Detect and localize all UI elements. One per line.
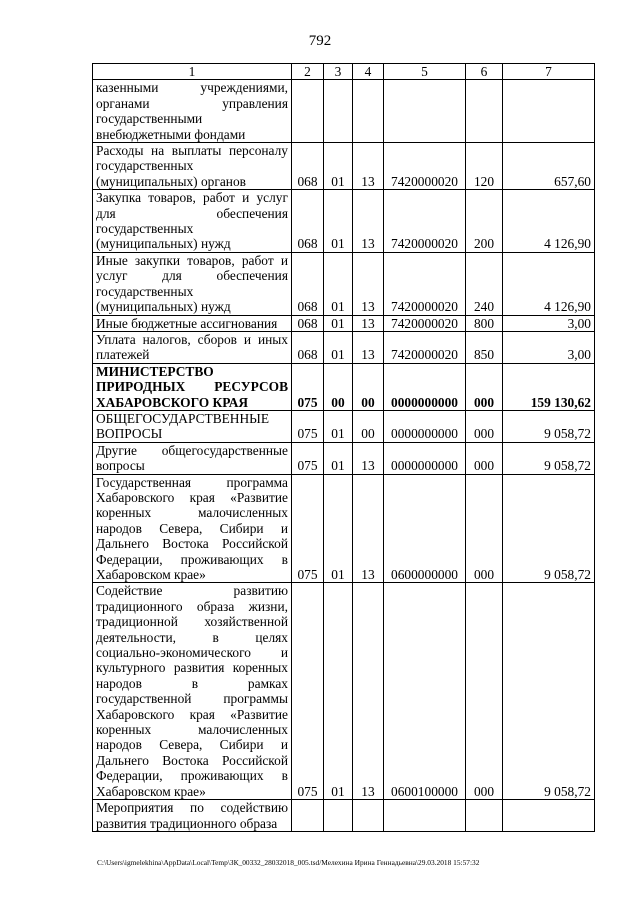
row-vr-cell [466,80,503,143]
row-vr-cell: 120 [466,143,503,190]
column-header: 5 [384,64,466,80]
row-sum-cell: 4 126,90 [503,252,595,315]
table-row [93,363,595,410]
row-pr-cell: 13 [353,190,384,253]
row-csr-cell: 0600000000 [384,474,466,583]
row-vr-cell: 800 [466,315,503,331]
row-ved-cell: 075 [292,474,324,583]
row-csr-cell: 7420000020 [384,252,466,315]
row-ved-cell: 068 [292,143,324,190]
row-pr-cell: 00 [353,410,384,442]
row-csr-cell: 7420000020 [384,143,466,190]
table-row [93,252,595,315]
file-path-footer: C:\Users\igmelekhina\AppData\Local\Temp\ЗК_00332_28032018_005.tsd/Мелехина Ирина Геннадьевна\29.03.2018 15:57:32 [97,858,480,867]
row-ved-cell: 075 [292,442,324,474]
table-row [93,442,595,474]
row-rz-cell: 01 [324,583,353,800]
row-vr-cell: 000 [466,442,503,474]
row-pr-cell: 13 [353,315,384,331]
row-ved-cell: 068 [292,315,324,331]
row-name-cell: Иные бюджетные ассигнования [93,315,292,331]
row-pr-cell [353,800,384,832]
budget-table [92,63,595,832]
row-name-cell: Содействие развитию традиционного образа жизни, традиционной хозяйственной деятельности, в целях социально-экономического и культурного развития коренных народов в рамках государственной программы Хабаровского края «Развитие коренных малочисленных народов Севера, Сибири и Дальнего Востока Российской Федерации, проживающих в Хабаровском крае» [93,583,292,800]
row-csr-cell: 7420000020 [384,331,466,363]
row-sum-cell: 3,00 [503,331,595,363]
table-row [93,331,595,363]
row-pr-cell: 13 [353,143,384,190]
row-name-cell: казенными учреждениями, органами управления государственными внебюджетными фондами [93,80,292,143]
column-header: 7 [503,64,595,80]
row-sum-cell: 4 126,90 [503,190,595,253]
row-pr-cell [353,80,384,143]
row-ved-cell [292,80,324,143]
row-csr-cell: 7420000020 [384,190,466,253]
row-csr-cell: 0600100000 [384,583,466,800]
row-ved-cell: 068 [292,331,324,363]
row-ved-cell: 075 [292,410,324,442]
row-ved-cell: 075 [292,583,324,800]
row-vr-cell: 200 [466,190,503,253]
row-vr-cell: 000 [466,474,503,583]
row-ved-cell: 068 [292,190,324,253]
table-header-row [93,64,595,80]
row-vr-cell: 240 [466,252,503,315]
row-ved-cell: 068 [292,252,324,315]
row-name-cell: Государственная программа Хабаровского края «Развитие коренных малочисленных народов Севера, Сибири и Дальнего Востока Российской Федерации, проживающих в Хабаровском крае» [93,474,292,583]
row-rz-cell: 00 [324,363,353,410]
row-name-cell: Закупка товаров, работ и услуг для обеспечения государственных (муниципальных) нужд [93,190,292,253]
column-header: 3 [324,64,353,80]
column-header: 4 [353,64,384,80]
table-row [93,800,595,832]
row-name-cell: Иные закупки товаров, работ и услуг для обеспечения государственных (муниципальных) нужд [93,252,292,315]
row-name-cell: Уплата налогов, сборов и иных платежей [93,331,292,363]
row-name-cell: МИНИСТЕРСТВО ПРИРОДНЫХ РЕСУРСОВ ХАБАРОВСКОГО КРАЯ [93,363,292,410]
row-name-cell: Мероприятия по содействию развития традиционного образа [93,800,292,832]
row-vr-cell: 850 [466,331,503,363]
row-rz-cell: 01 [324,331,353,363]
row-rz-cell: 01 [324,410,353,442]
row-name-cell: Другие общегосударственные вопросы [93,442,292,474]
row-rz-cell: 01 [324,315,353,331]
table-row [93,143,595,190]
row-pr-cell: 13 [353,583,384,800]
row-csr-cell: 0000000000 [384,363,466,410]
row-sum-cell: 9 058,72 [503,442,595,474]
row-csr-cell [384,800,466,832]
row-rz-cell [324,80,353,143]
row-name-cell: ОБЩЕГОСУДАРСТВЕННЫЕ ВОПРОСЫ [93,410,292,442]
row-sum-cell: 159 130,62 [503,363,595,410]
row-vr-cell [466,800,503,832]
row-rz-cell: 01 [324,143,353,190]
row-name-cell: Расходы на выплаты персоналу государственных (муниципальных) органов [93,143,292,190]
row-rz-cell: 01 [324,442,353,474]
row-sum-cell: 9 058,72 [503,583,595,800]
row-pr-cell: 13 [353,252,384,315]
table-row [93,474,595,583]
row-ved-cell [292,800,324,832]
row-csr-cell [384,80,466,143]
table-row [93,583,595,800]
row-csr-cell: 0000000000 [384,410,466,442]
row-csr-cell: 7420000020 [384,315,466,331]
row-csr-cell: 0000000000 [384,442,466,474]
row-ved-cell: 075 [292,363,324,410]
table-row [93,80,595,143]
row-sum-cell: 9 058,72 [503,474,595,583]
column-header: 1 [93,64,292,80]
row-sum-cell: 9 058,72 [503,410,595,442]
row-vr-cell: 000 [466,410,503,442]
row-rz-cell: 01 [324,474,353,583]
row-pr-cell: 00 [353,363,384,410]
row-pr-cell: 13 [353,442,384,474]
table-row [93,410,595,442]
row-pr-cell: 13 [353,474,384,583]
row-rz-cell [324,800,353,832]
table-row [93,190,595,253]
row-sum-cell [503,80,595,143]
row-rz-cell: 01 [324,190,353,253]
table-row [93,315,595,331]
row-sum-cell [503,800,595,832]
column-header: 2 [292,64,324,80]
row-pr-cell: 13 [353,331,384,363]
page-number: 792 [308,33,332,49]
column-header: 6 [466,64,503,80]
row-sum-cell: 657,60 [503,143,595,190]
row-rz-cell: 01 [324,252,353,315]
row-vr-cell: 000 [466,583,503,800]
row-sum-cell: 3,00 [503,315,595,331]
row-vr-cell: 000 [466,363,503,410]
